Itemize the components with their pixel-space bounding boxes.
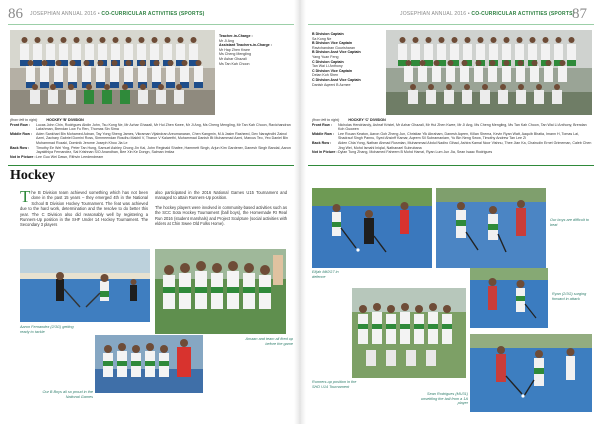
roster-row-label: Front Row : <box>10 122 30 127</box>
photo-runners-up <box>352 288 466 378</box>
header-section: CO-CURRICULAR ACTIVITIES (SPORTS) <box>101 11 205 17</box>
captain-role: C Division Asst Vice Captain <box>312 77 361 82</box>
captain-name: Yang Yuan Feng <box>312 54 339 59</box>
section-stripe <box>308 165 594 166</box>
official-role: Teacher-in-Charge : <box>219 34 253 38</box>
team-photo-b-illustration <box>10 30 215 115</box>
roster-row-names: Timothy Ee Wei Ying, Peter Tan Hung, Samuel Ashley Chong Jin Kai, John Reginald Shafee, Hammett Singh, Arjun Kim Gardener, Danesh Singh Bandal, Aaron Jayakthiya Fernandez, Sai Krishnan S/O Anandhan, Bee Xin Ke Dongn, Salman Imtiaz <box>36 145 291 155</box>
sean-illustration <box>470 334 592 412</box>
section-title: Hockey <box>10 168 56 183</box>
team-photo-c-illustration <box>386 30 592 115</box>
roster-row-label: Back Row : <box>312 140 332 145</box>
roster-row <box>312 123 594 132</box>
huddle-illustration <box>155 249 286 334</box>
ryan-illustration <box>470 268 548 328</box>
roster-row-names: Nicholas Hendriandy, Ashraf Kristel, Mr Azhar Ghazali, Mr Hui Zhen Kwee, Mr Ji Ang, Ms Cheng Mengling, Ms Tan Kah Choon, Tan Wai Li Anthony, Brendan Koh Guowen <box>338 122 587 132</box>
roster-row <box>312 150 594 155</box>
captain-role: B Division Vice Captain <box>312 41 353 46</box>
photo-order-label: (from left to right) <box>10 118 38 122</box>
section-stripe <box>8 165 294 166</box>
caption-our-boys: Our boys are difficult to beat <box>550 218 590 227</box>
header-rule <box>8 24 294 25</box>
caption-sean: Sean Rodrigues (MU31) unsettling the ball from a 1A player <box>420 392 468 406</box>
running-header-left: JOSEPHIAN ANNUAL 2016 • CO-CURRICULAR ACTIVITIES (SPORTS) <box>30 11 205 17</box>
caption-elijah: Elijah Mit2G7 in defence <box>312 270 339 279</box>
article-paragraph: The hockey players were involved in community-based activities such as the SCC Sota Hockey Tournament (ball boys), the Homemade RI Real Run 2016 (student marshals) and Project Sculpture (social activities with elders at Chin Swee Old Folks Home). <box>155 204 287 227</box>
captain-name: Danish Aqeeni B Azmee <box>312 82 351 87</box>
roster-b-division <box>10 118 296 159</box>
team-photo-b-division <box>10 30 215 115</box>
photo-our-boys <box>436 188 546 268</box>
roster-row-label: Middle Row : <box>10 131 33 136</box>
roster-row-label: Middle Row : <box>312 131 335 136</box>
captain-role: B Division Captain <box>312 32 344 36</box>
roster-row <box>10 146 296 155</box>
roster-row-names: Lee Guo Wei Dawn, Rithvin Leedendream <box>36 154 104 159</box>
tackle-illustration <box>20 249 150 322</box>
right-page <box>300 0 600 424</box>
caption-runners-up: Runners-up position in the SHD U14 Tournament <box>312 380 357 389</box>
official-name: Ms Tan Kah Choon <box>219 61 250 66</box>
team-photo-c-division <box>386 30 592 115</box>
roster-row-names: Lucas John Chin, Rodrigues Abdin John, Tsu Kong Ne, Mr Azhar Ghazali, Mr Hui Zhen Kwee, Mr Ji Ang, Ms Cheng Mengling, Mr Tan Kah Choon, Ravichandran Lakshman, Brendan Low Fu Ren, Thomas Sin Sima <box>36 122 291 132</box>
roster-row-label: Back Row : <box>10 145 30 150</box>
article-paragraph: he B Division team achieved something which has not been done in the past 15 years – they emerged 4th in the National School B Division Hockey Tournament. The feat was achieved due to the hard work, determination and the resolve to do better this year. The C Division also did reasonably well by registering a Runners-Up position in the SHF Under 14 Hockey Tournament. The Secondary 3 players <box>20 190 148 228</box>
header-publication: JOSEPHIAN ANNUAL 2016 <box>30 11 97 17</box>
caption-ryan: Ryan (2/3G) surging forward in attack <box>552 292 587 301</box>
captain-role: C Division Vice Captain <box>312 68 353 73</box>
roster-row <box>312 132 594 141</box>
official-name: Ms Cheng Mengling <box>219 52 251 57</box>
roster-row <box>10 155 296 160</box>
article-column-2 <box>155 190 287 226</box>
division-label: HOCKEY 'B' DIVISION <box>46 118 84 122</box>
runners-up-illustration <box>352 288 466 378</box>
captain-name: Tan Wai Li Anthony <box>312 64 343 69</box>
article-paragraph: also participated in the 2016 National Games U15 Tournament and managed to attain Runners-Up position. <box>155 190 287 201</box>
page-number-left: 86 <box>8 6 23 22</box>
header-publication: JOSEPHIAN ANNUAL 2016 <box>400 11 467 17</box>
official-name: Mr Ashar Ghazali <box>219 56 247 61</box>
official-role: Assistant Teachers-in-Charge : <box>219 43 272 48</box>
photo-order-label: (from left to right) <box>312 118 340 122</box>
roster-row-names: Aiden Chia Yong, Nathan Ahmad Rusmian, Muhammad Abdul Nadiro Gihad, Ashira Kamal Noor Vishnu, Thee Jian Ka, Chairudin Ernet Grimeman, Caleb Chen Jing Wei, Mohd Ismahi Iniqlal, Nathanael Subrubana <box>338 140 592 150</box>
roster-row-label: Front Row : <box>312 122 332 127</box>
captain-role: B Division Asst Vice Captain <box>312 50 361 55</box>
photo-aaron-tackle <box>20 249 150 322</box>
roster-row-label: Not in Picture : <box>10 154 36 159</box>
photo-team-huddle <box>155 249 286 334</box>
official-name: Mr Hap Zhen Kwee <box>219 47 250 52</box>
division-label: HOCKEY 'C' DIVISION <box>348 118 386 122</box>
captain-name: Delan Koh Shen <box>312 73 339 78</box>
caption-b-division: Our B Boys all so proud in the National Games <box>42 390 93 399</box>
drop-cap: T <box>20 187 31 206</box>
roster-row-names: Aden Sankhari Bin Mohamed Adnan, Tay Yong Sheng James, Vikraman Vijaindran Areumanaran, Chen Kangmin, M A Jasim Rasheed, Dev Narayindhi Zainol Azmi, Zachary Gabriel Domini Ross, Simmeendan Rosdhu Makhil V, Tharun V Kalarethi, Muhammad Danish Bt Muhammad Azmi, Marcus Teo, Yeo Daniel Bin Muhammad Rozaki, Dominik Jerome Joseph Khoo Jia Le <box>36 131 289 145</box>
b-boys-illustration <box>95 335 203 393</box>
roster-row <box>10 132 296 146</box>
roster-row-label: Not in Picture : <box>312 150 338 155</box>
header-rule <box>308 24 594 25</box>
official-name: Mr Ji Ang <box>219 38 234 43</box>
roster-row-names: Dylan Tung Zhang, Mohamed Faheem B Mohd Hamzi, Ryan Lum Jun Jia, Sean Isaac Rodrigues <box>338 150 493 155</box>
roster-c-division <box>312 118 594 155</box>
captain-role: C Division Captain <box>312 59 344 64</box>
article-column-1 <box>20 187 148 228</box>
header-section: CO-CURRICULAR ACTIVITIES (SPORTS) <box>471 11 575 17</box>
running-header-right: JOSEPHIAN ANNUAL 2016 • CO-CURRICULAR ACTIVITIES (SPORTS) <box>400 11 575 17</box>
roster-row <box>10 123 296 132</box>
team-officials <box>219 34 297 66</box>
our-boys-illustration <box>436 188 546 268</box>
photo-b-boys-national-games <box>95 335 203 393</box>
photo-ryan-attack <box>470 268 548 328</box>
roster-row <box>312 141 594 150</box>
page-number-right: 87 <box>572 6 587 22</box>
caption-amaan: Amaan and team all fired up before the game <box>245 337 293 346</box>
roster-row-names: Lee Rouan Keaton, Aaron Goh Zheng Jun, Christian Yik Abraham, Danesh Aqeen, Killan Shema, Kevin Ryan Watt, Aaquib Bhatia, Imann H, Tomas Lai, Shadrauf Singh Pannu, Syed Ahsinff Kamar, Aqeem Sil Subramaniam, Yu Bin Neng Seow, Timothy Andrew Tan Lee Zi <box>338 131 579 141</box>
captain-name: Sa Kong Ne <box>312 36 332 41</box>
team-captains <box>312 32 392 87</box>
captain-name: Ravichandran Gourisharan <box>312 45 355 50</box>
photo-sean-tackle <box>470 334 592 412</box>
caption-aaron: Aaron Fernandez (2/3G) getting ready to tackle <box>20 325 74 334</box>
elijah-illustration <box>312 188 432 268</box>
photo-elijah-defence <box>312 188 432 268</box>
